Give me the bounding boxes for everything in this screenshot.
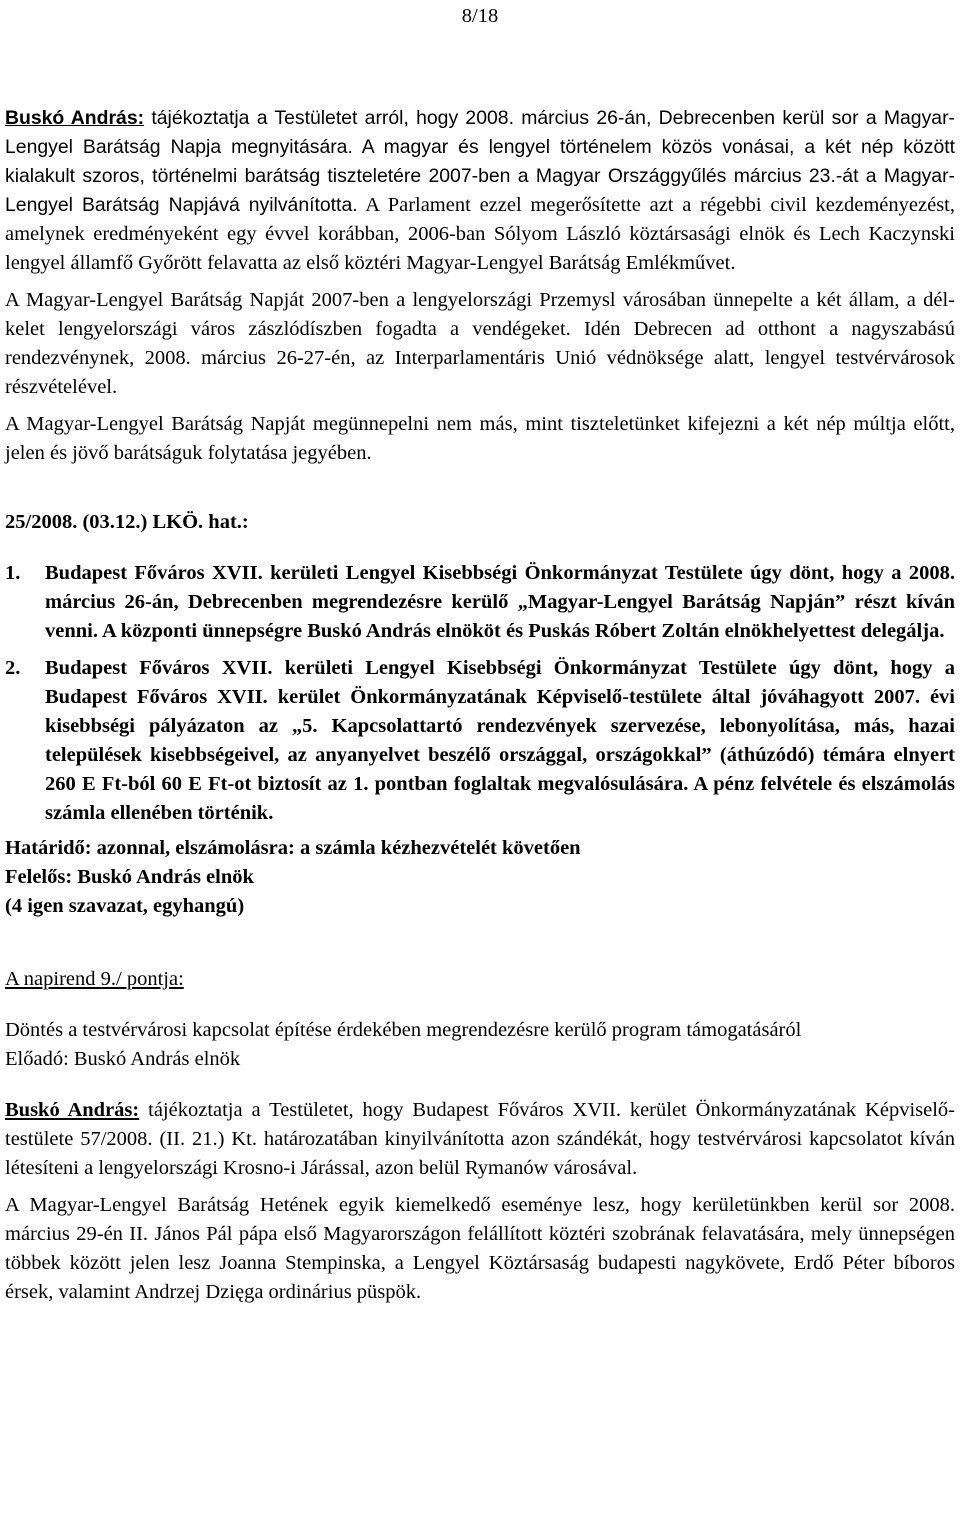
- agenda-title: Döntés a testvérvárosi kapcsolat építése érdekében megrendezésre kerülő program támogatásáról: [5, 1019, 802, 1041]
- speaker-name: Buskó András:: [5, 1099, 140, 1121]
- resolution-vote: (4 igen szavazat, egyhangú): [5, 895, 245, 917]
- twin-town-text: tájékoztatja a Testületet, hogy Budapest Főváros XVII. kerület Önkormányzatának Képviselő-testülete 57/2008. (II. 21.) Kt. határozatában kinyilvánította azon szándékát, hogy testvérvárosi kapcsolatot kíván létesíteni a lengyelországi Krosno-i Járással, azon belül Rymanów városával.: [5, 1099, 955, 1179]
- page-number: 8/18: [461, 5, 499, 27]
- resolution-item-text: Budapest Főváros XVII. kerületi Lengyel Kisebbségi Önkormányzat Testülete úgy dönt, hogy a Budapest Főváros XVII. kerület Önkormányzatának Képviselő-testülete által jóváhagyott 2007. évi kisebbségi pályázaton az „5. Kapcsolattartó rendezvények szervezése, lebonyolítása, más, hazai települések kisebbségeivel, az anyanyelvet beszélő országgal, országokkal” (áthúzódó) témára elnyert 260 E Ft-ból 60 E Ft-ot biztosít az 1. pontban foglaltak megvalósulására. A pénz felvétele és elszámolás számla ellenében történik.: [45, 657, 955, 824]
- resolution-item-number: 1.: [5, 562, 21, 584]
- resolution-item: [5, 559, 955, 646]
- resolution-item-text: Budapest Főváros XVII. kerületi Lengyel Kisebbségi Önkormányzat Testülete úgy dönt, hogy a 2008. március 26-án, Debrecenben megrendezésre kerülő „Magyar-Lengyel Barátság Napján” részt kíván venni. A központi ünnepségre Buskó András elnököt és Puskás Róbert Zoltán elnökhelyettest delegálja.: [45, 562, 955, 642]
- paragraph-przemysl: A Magyar-Lengyel Barátság Napját 2007-ben a lengyelországi Przemysl városában ünnepelte a két állam, a dél-kelet lengyelországi város zászlódíszben fogadta a vendégeket. Idén Debrecen ad otthont a nagyszabású rendezvénynek, 2008. március 26-27-én, az Interparlamentáris Unió védnöksége alatt, lengyel testvérvárosok részvételével.: [5, 289, 955, 398]
- resolution-responsible: Felelős: Buskó András elnök: [5, 866, 254, 888]
- agenda-heading: A napirend 9./ pontja:: [5, 968, 184, 990]
- resolution-item: [5, 654, 955, 828]
- paragraph-statue: A Magyar-Lengyel Barátság Hetének egyik kiemelkedő eseménye lesz, hogy kerületünkben kerül sor 2008. március 29-én II. János Pál pápa első Magyarországon felállított köztéri szobrának felavatására, mely ünnepségen többek között jelen lesz Joanna Stempinska, a Lengyel Köztársaság budapesti nagykövete, Erdő Péter bíboros érsek, valamint Andrzej Dzięga ordinárius püspök.: [5, 1194, 955, 1303]
- agenda-presenter: Előadó: Buskó András elnök: [5, 1048, 241, 1070]
- intro-text-sans: tájékoztatja a Testületet arról, hogy 2008. március 26-án, Debrecenben kerül sor a Magyar-Lengyel Barátság Napja megnyitására. A magyar és lengyel történelem közös vonásai, a két nép között kialakult szoros, történelmi barátság tiszteletére 2007-ben a Magyar Országgyűlés március 23.-át a Magyar-Lengyel Barátság Napjává nyilvánította.: [5, 107, 955, 216]
- intro-text-serif: A Parlament ezzel megerősítette azt a régebbi civil kezdeményezést, amelynek eredményeként egy évvel korábban, 2006-ban Sólyom László köztársasági elnök és Lech Kaczynski lengyel államfő Győrött felavatta az első köztéri Magyar-Lengyel Barátság Emlékművet.: [5, 194, 955, 274]
- resolution-item-number: 2.: [5, 657, 21, 679]
- speaker-name: Buskó András:: [5, 107, 145, 129]
- resolution-deadline: Határidő: azonnal, elszámolásra: a számla kézhezvételét követően: [5, 837, 581, 859]
- resolution-title: 25/2008. (03.12.) LKÖ. hat.:: [5, 511, 249, 533]
- document-page: [5, 0, 955, 1307]
- paragraph-friendship: A Magyar-Lengyel Barátság Napját megünnepelni nem más, mint tiszteletünket kifejezni a két nép múltja előtt, jelen és jövő barátságuk folytatása jegyében.: [5, 413, 955, 464]
- paragraph-twin-town: [5, 1096, 955, 1183]
- intro-paragraph: [5, 104, 955, 278]
